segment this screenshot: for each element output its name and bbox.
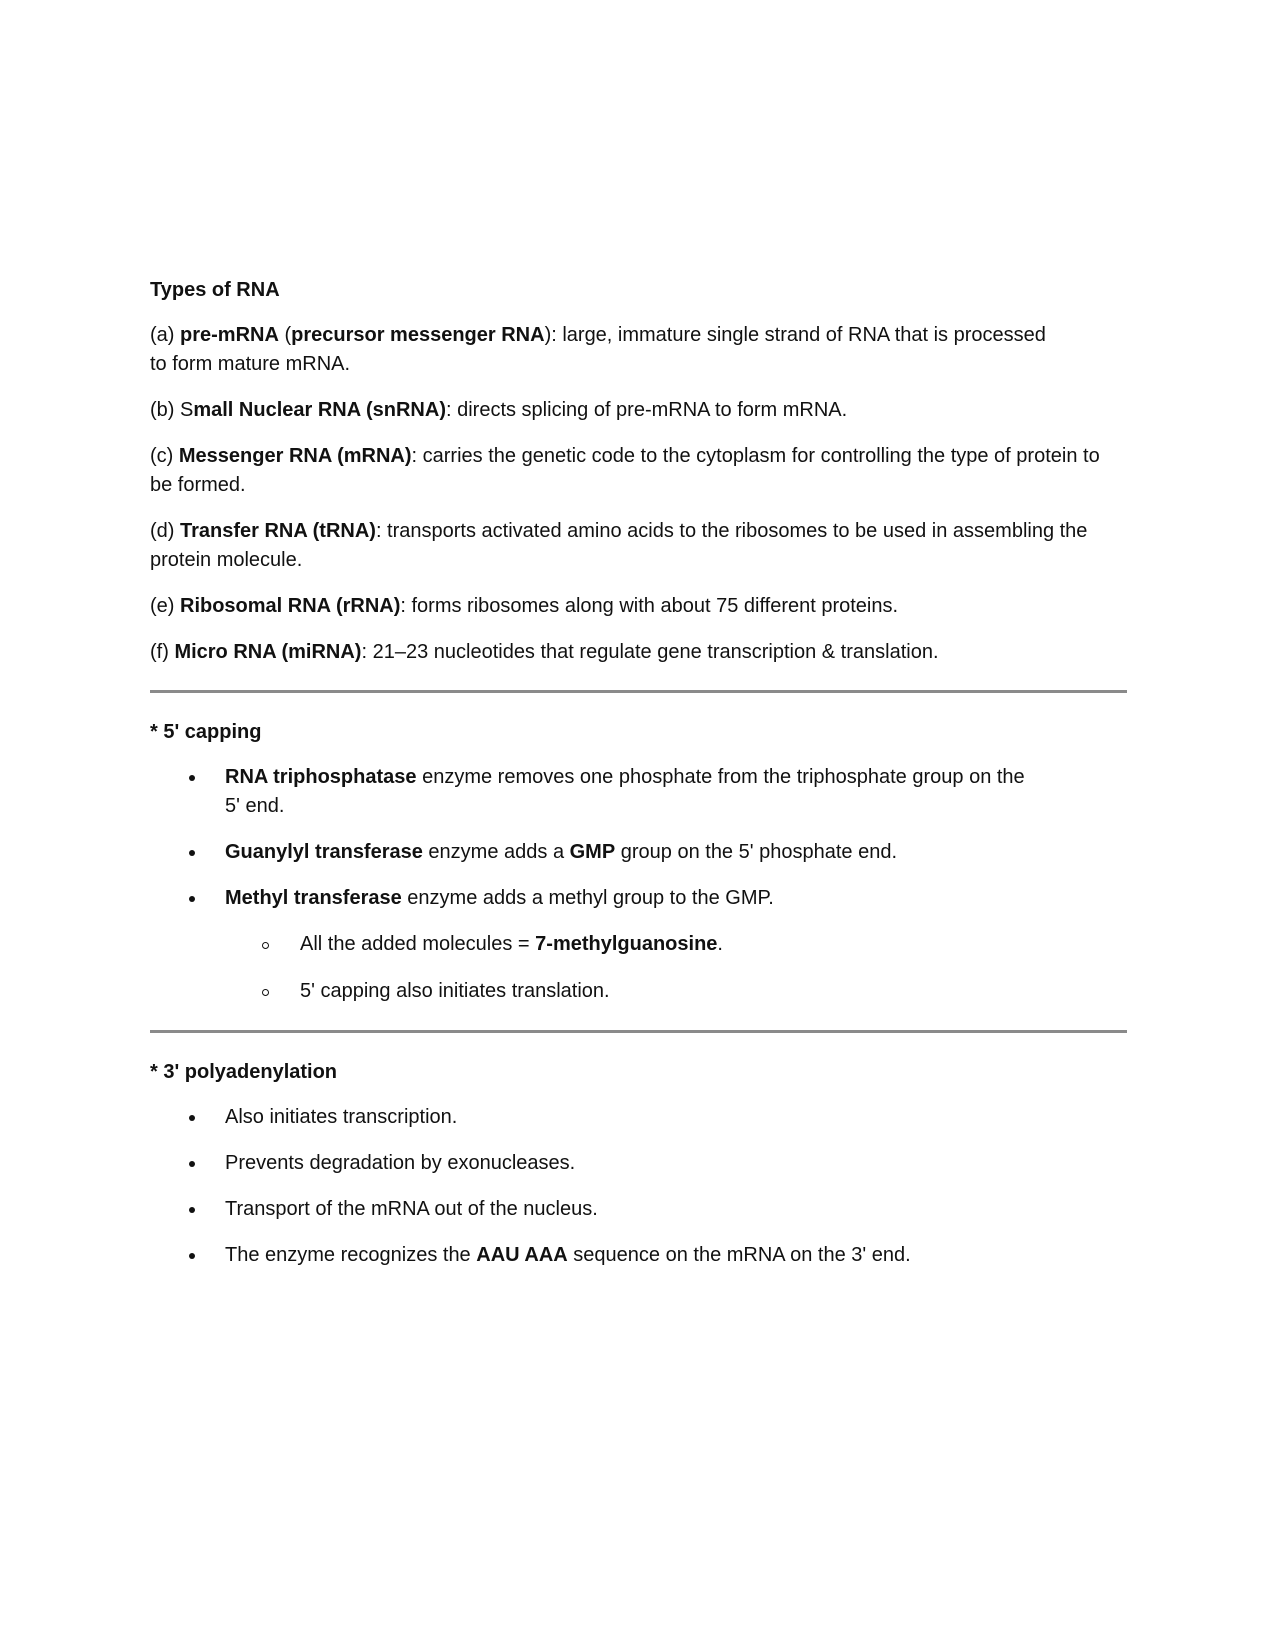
rna-item-e: (e) Ribosomal RNA (rRNA): forms ribosomes along with about 75 different proteins.	[150, 595, 899, 617]
rna-item-a: (a) pre-mRNA (precursor messenger RNA): large, immature single strand of RNA that is processed to form mature mRNA.	[150, 324, 1046, 375]
rna-item-f: (f) Micro RNA (miRNA): 21–23 nucleotides that regulate gene transcription & translation.	[150, 641, 939, 663]
divider-1	[150, 690, 1127, 693]
list-item: The enzyme recognizes the AAU AAA sequence on the mRNA on the 3' end.	[150, 1241, 1127, 1270]
capping-subbullet-list	[150, 930, 1127, 1006]
bullet-icon	[189, 1253, 195, 1259]
bullet-icon	[189, 896, 195, 902]
types-heading: Types of RNA	[150, 279, 280, 301]
list-item: RNA triphosphatase enzyme removes one phosphate from the triphosphate group on the 5' end.	[150, 763, 1045, 821]
divider-2	[150, 1030, 1127, 1033]
rna-item-d: (d) Transfer RNA (tRNA): transports activated amino acids to the ribosomes to be used in assembling the protein molecule.	[150, 520, 1088, 571]
list-item: Methyl transferase enzyme adds a methyl group to the GMP.	[150, 884, 1127, 913]
list-item: Also initiates transcription.	[150, 1103, 1127, 1132]
capping-bullet-list	[150, 763, 1127, 913]
hollow-bullet-icon	[262, 942, 269, 949]
types-section	[150, 276, 1127, 684]
polya-section	[150, 1058, 1127, 1287]
list-item: Guanylyl transferase enzyme adds a GMP group on the 5' phosphate end.	[150, 838, 1127, 867]
rna-item-b: (b) Small Nuclear RNA (snRNA): directs splicing of pre-mRNA to form mRNA.	[150, 399, 848, 421]
capping-heading: * 5' capping	[150, 721, 262, 743]
list-item: All the added molecules = 7-methylguanosine.	[150, 930, 1127, 959]
list-item: Prevents degradation by exonucleases.	[150, 1149, 1127, 1178]
capping-section	[150, 718, 1127, 1024]
polya-bullet-list	[150, 1103, 1127, 1270]
bullet-icon	[189, 1207, 195, 1213]
bullet-icon	[189, 1161, 195, 1167]
bullet-icon	[189, 775, 195, 781]
bullet-icon	[189, 850, 195, 856]
list-item: 5' capping also initiates translation.	[150, 977, 1127, 1006]
bullet-icon	[189, 1115, 195, 1121]
list-item: Transport of the mRNA out of the nucleus.	[150, 1195, 1127, 1224]
rna-item-c: (c) Messenger RNA (mRNA): carries the genetic code to the cytoplasm for controlling the type of protein to be formed.	[150, 445, 1100, 496]
polya-heading: * 3' polyadenylation	[150, 1061, 338, 1083]
hollow-bullet-icon	[262, 989, 269, 996]
